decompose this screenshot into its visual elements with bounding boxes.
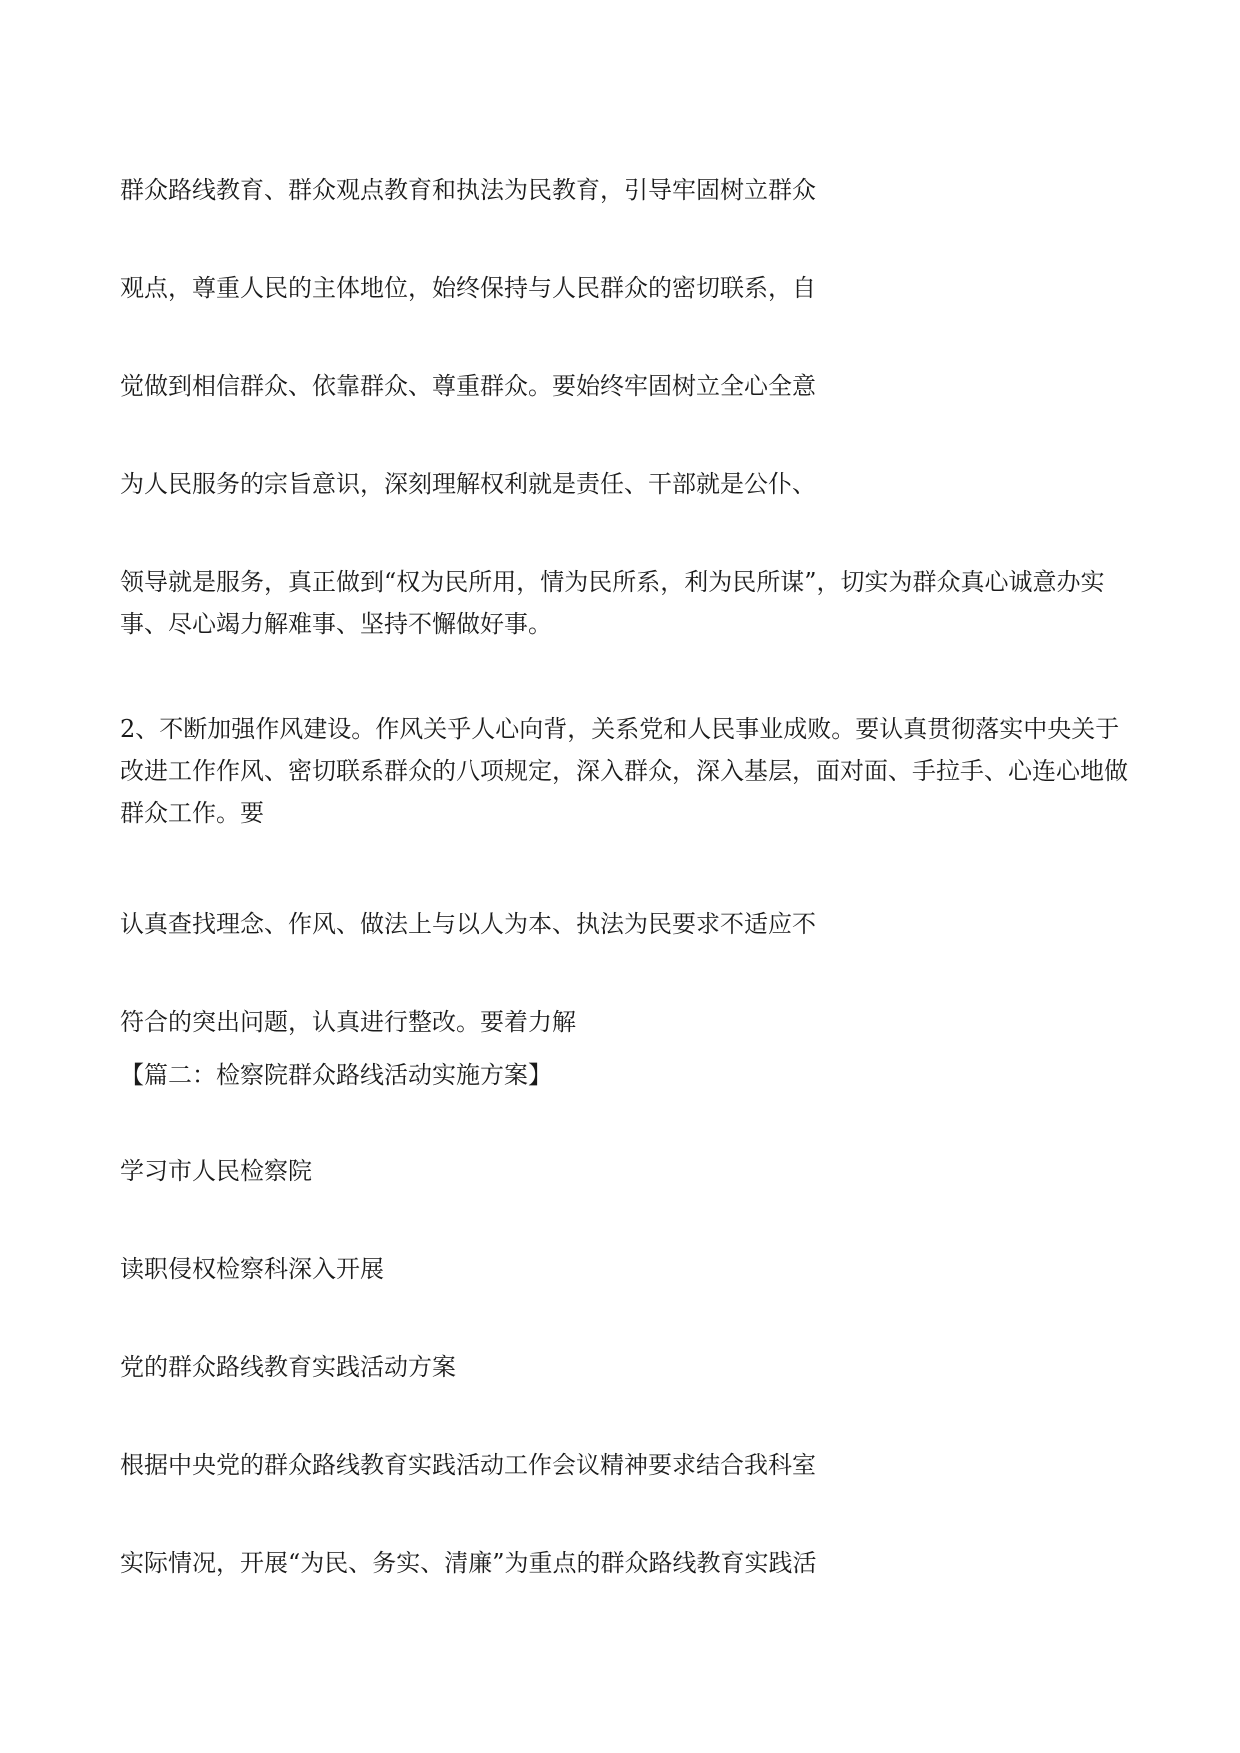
text-line-3: 觉做到相信群众、依靠群众、尊重群众。要始终牢固树立全心全意 <box>120 372 816 400</box>
text-line-11: 读职侵权检察科深入开展 <box>120 1255 384 1283</box>
text-line-2: 观点，尊重人民的主体地位，始终保持与人民群众的密切联系，自 <box>120 274 816 302</box>
text-line-14: 实际情况，开展“为民、务实、清廉”为重点的群众路线教育实践活 <box>120 1549 817 1577</box>
text-line-1: 群众路线教育、群众观点教育和执法为民教育，引导牢固树立群众 <box>120 176 816 204</box>
text-line-7: 认真查找理念、作风、做法上与以人为本、执法为民要求不适应不 <box>120 910 816 938</box>
text-line-10: 学习市人民检察院 <box>120 1157 312 1185</box>
text-line-4: 为人民服务的宗旨意识，深刻理解权利就是责任、干部就是公仆、 <box>120 470 816 498</box>
text-line-13: 根据中央党的群众路线教育实践活动工作会议精神要求结合我科室 <box>120 1451 816 1479</box>
text-line-12: 党的群众路线教育实践活动方案 <box>120 1353 456 1381</box>
section-heading: 【篇二：检察院群众路线活动实施方案】 <box>120 1061 552 1089</box>
text-paragraph-5: 领导就是服务，真正做到“权为民所用，情为民所系，利为民所谋”，切实为群众真心诚意办实事、尽心竭力解难事、坚持不懈做好事。 <box>120 568 1105 638</box>
text-line-8: 符合的突出问题，认真进行整改。要着力解 <box>120 1008 576 1036</box>
text-paragraph-6: 2、不断加强作风建设。作风关乎人心向背，关系党和人民事业成败。要认真贯彻落实中央关于改进工作作风、密切联系群众的八项规定，深入群众，深入基层，面对面、手拉手、心连心地做群众工作。要 <box>120 715 1128 827</box>
